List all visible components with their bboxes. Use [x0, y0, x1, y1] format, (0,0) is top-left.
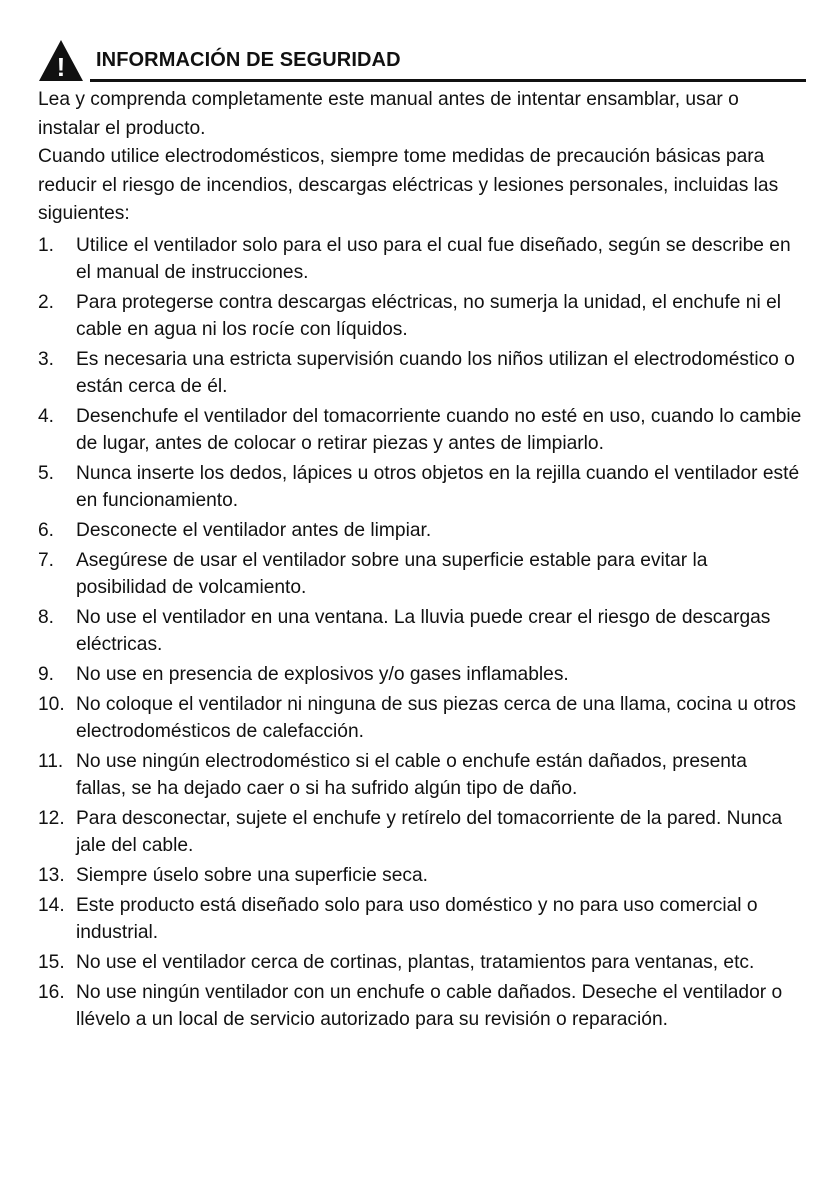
- list-item-number: 4.: [38, 405, 55, 427]
- safety-page: [38, 34, 802, 1033]
- list-item: [38, 979, 802, 1033]
- list-item: [38, 892, 802, 946]
- list-item-number: 6.: [38, 519, 55, 541]
- list-item: [38, 403, 802, 457]
- intro-paragraph-1: Lea y comprenda completamente este manual antes de intentar ensamblar, usar o instalar el producto.: [38, 89, 739, 139]
- list-item-number: 2.: [38, 291, 55, 313]
- list-item-number: 3.: [38, 348, 55, 370]
- list-item-text: No coloque el ventilador ni ninguna de sus piezas cerca de una llama, cocina u otros electrodomésticos de calefacción.: [76, 693, 796, 742]
- list-item-text: Nunca inserte los dedos, lápices u otros objetos en la rejilla cuando el ventilador esté en funcionamiento.: [76, 462, 800, 511]
- list-item-text: No use ningún ventilador con un enchufe o cable dañados. Deseche el ventilador o llévelo a un local de servicio autorizado para su revisión o reparación.: [76, 981, 783, 1030]
- list-item-text: Desconecte el ventilador antes de limpiar.: [76, 519, 432, 541]
- header-divider: [90, 79, 806, 82]
- list-item: [38, 517, 802, 544]
- list-item-text: No use en presencia de explosivos y/o gases inflamables.: [76, 663, 569, 685]
- list-item-text: Este producto está diseñado solo para uso doméstico y no para uso comercial o industrial.: [76, 894, 758, 943]
- list-item-text: Es necesaria una estricta supervisión cuando los niños utilizan el electrodoméstico o están cerca de él.: [76, 348, 795, 397]
- list-item: [38, 460, 802, 514]
- list-item: [38, 232, 802, 286]
- list-item-number: 7.: [38, 549, 55, 571]
- list-item-text: No use el ventilador en una ventana. La lluvia puede crear el riesgo de descargas eléctricas.: [76, 606, 771, 655]
- list-item-number: 1.: [38, 234, 55, 256]
- list-item-text: No use ningún electrodoméstico si el cable o enchufe están dañados, presenta fallas, se ha dejado caer o si ha sufrido algún tipo de daño.: [76, 750, 747, 799]
- intro-paragraph-2: Cuando utilice electrodomésticos, siempre tome medidas de precaución básicas para reducir el riesgo de incendios, descargas eléctricas y lesiones personales, incluidas las siguientes:: [38, 146, 779, 224]
- list-item-text: Para desconectar, sujete el enchufe y retírelo del tomacorriente de la pared. Nunca jale del cable.: [76, 807, 783, 856]
- list-item-number: 9.: [38, 663, 55, 685]
- list-item: [38, 346, 802, 400]
- list-item-number: 15.: [38, 951, 65, 973]
- list-item-number: 13.: [38, 864, 65, 886]
- list-item: [38, 604, 802, 658]
- warning-mark: !: [56, 52, 66, 82]
- list-item: [38, 691, 802, 745]
- list-item: [38, 748, 802, 802]
- list-item-number: 5.: [38, 462, 55, 484]
- list-item: [38, 289, 802, 343]
- safety-instructions-list: [38, 232, 802, 1033]
- list-item: [38, 805, 802, 859]
- list-item: [38, 862, 802, 889]
- list-item-number: 14.: [38, 894, 65, 916]
- list-item-number: 8.: [38, 606, 55, 628]
- section-header: [38, 34, 802, 84]
- warning-triangle-icon: [38, 38, 84, 82]
- list-item-number: 12.: [38, 807, 65, 829]
- list-item-number: 10.: [38, 693, 65, 715]
- list-item-text: Utilice el ventilador solo para el uso para el cual fue diseñado, según se describe en el manual de instrucciones.: [76, 234, 791, 283]
- list-item-text: Desenchufe el ventilador del tomacorriente cuando no esté en uso, cuando lo cambie de lugar, antes de colocar o retirar piezas y antes de limpiarlo.: [76, 405, 802, 454]
- list-item: [38, 661, 802, 688]
- list-item-text: No use el ventilador cerca de cortinas, plantas, tratamientos para ventanas, etc.: [76, 951, 755, 973]
- list-item-text: Para protegerse contra descargas eléctricas, no sumerja la unidad, el enchufe ni el cable en agua ni los rocíe con líquidos.: [76, 291, 782, 340]
- list-item-text: Asegúrese de usar el ventilador sobre una superficie estable para evitar la posibilidad de volcamiento.: [76, 549, 708, 598]
- list-item: [38, 547, 802, 601]
- list-item-number: 16.: [38, 981, 65, 1003]
- list-item-number: 11.: [38, 750, 64, 772]
- intro-text: [38, 86, 802, 229]
- page-title: INFORMACIÓN DE SEGURIDAD: [96, 49, 401, 71]
- list-item: [38, 949, 802, 976]
- list-item-text: Siempre úselo sobre una superficie seca.: [76, 864, 428, 886]
